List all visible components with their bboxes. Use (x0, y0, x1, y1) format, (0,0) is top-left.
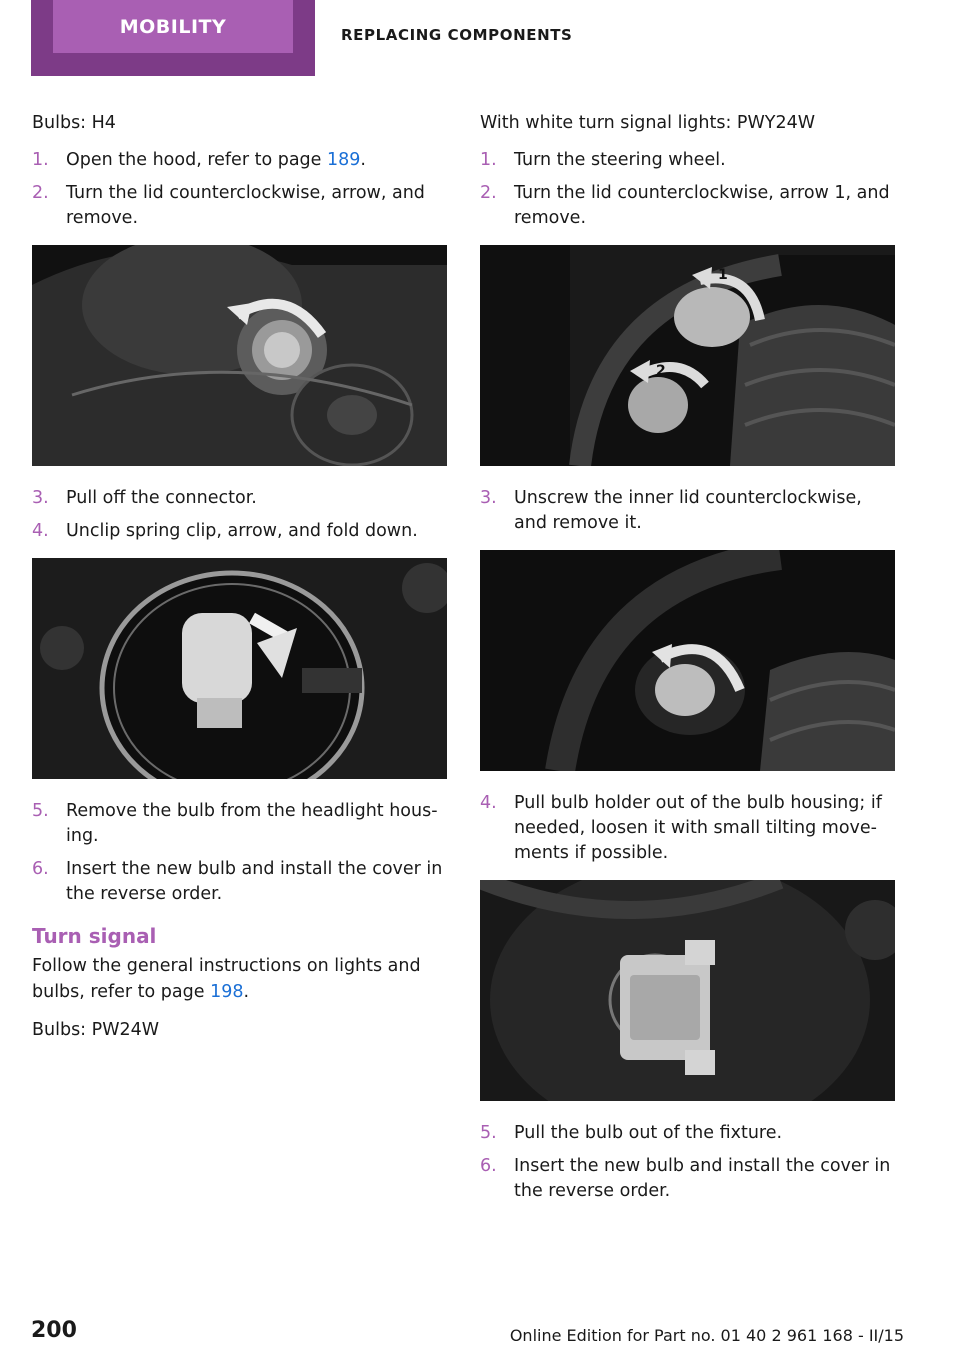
page-ref-link[interactable]: 189 (327, 150, 361, 170)
steps-list (480, 1121, 898, 1204)
step-text: Pull off the connector. (66, 488, 257, 508)
step-item (480, 148, 898, 173)
left-column (32, 110, 450, 1055)
page-ref-link[interactable]: 198 (210, 982, 244, 1002)
steps-list (480, 148, 898, 231)
bulbs-pw24w-label: Bulbs: PW24W (32, 1020, 160, 1040)
wheel-arch-lids-figure (480, 245, 895, 466)
step-number: 1. (480, 150, 497, 170)
section-title: REPLACING COMPONENTS (341, 26, 573, 44)
step-text: Remove the bulb from the headlight hous‐ing. (66, 801, 438, 846)
steps-list (32, 148, 450, 231)
step-item (480, 791, 898, 866)
bulb-holder-figure (480, 880, 895, 1101)
step-number: 5. (480, 1123, 497, 1143)
steps-list (32, 799, 450, 907)
turn-signal-text-end: . (243, 982, 250, 1002)
step-item (480, 486, 898, 536)
step-text: Pull bulb holder out of the bulb housing; if needed, loosen it with small tilting move‐ments if possible. (514, 793, 882, 863)
headlight-lid-figure (32, 245, 447, 466)
step-text: Insert the new bulb and install the cover in the reverse order. (514, 1156, 891, 1201)
step-item (32, 486, 450, 511)
steps-list (480, 791, 898, 866)
bulbs-h4-label: Bulbs: H4 (32, 113, 116, 133)
spring-clip-figure (32, 558, 447, 779)
step-number: 2. (480, 183, 497, 203)
step-item (480, 1154, 898, 1204)
step-number: 4. (32, 521, 49, 541)
step-item (480, 181, 898, 231)
step-text: Pull the bulb out of the fixture. (514, 1123, 783, 1143)
right-column (480, 110, 898, 1212)
arrow-label-1: 1 (718, 267, 728, 283)
step-text-end: . (360, 150, 366, 170)
turn-signal-text (32, 953, 450, 1005)
step-text: Insert the new bulb and install the cover in the reverse order. (66, 859, 443, 904)
steps-list (480, 486, 898, 536)
step-text: Turn the lid counterclockwise, arrow 1, and remove. (514, 183, 890, 228)
step-item (32, 799, 450, 849)
step-text: Turn the steering wheel. (514, 150, 726, 170)
step-number: 6. (480, 1156, 497, 1176)
step-number: 2. (32, 183, 49, 203)
step-item (480, 1121, 898, 1146)
arrow-label-2: 2 (656, 363, 666, 379)
steps-list (32, 486, 450, 544)
step-text: Unclip spring clip, arrow, and fold down. (66, 521, 418, 541)
step-number: 3. (32, 488, 49, 508)
page-number: 200 (31, 1318, 77, 1343)
step-text: Unscrew the inner lid counterclockwise, and remove it. (514, 488, 862, 533)
step-item (32, 181, 450, 231)
step-number: 3. (480, 488, 497, 508)
step-number: 6. (32, 859, 49, 879)
chapter-tab-label: MOBILITY (53, 0, 293, 53)
turn-signal-text-body: Follow the general instructions on lights and bulbs, refer to page (32, 956, 421, 1002)
step-text: Turn the lid counterclockwise, arrow, and remove. (66, 183, 425, 228)
chapter-tab (31, 0, 315, 76)
step-number: 5. (32, 801, 49, 821)
turn-signal-heading: Turn signal (32, 924, 157, 948)
step-number: 1. (32, 150, 49, 170)
step-item (32, 519, 450, 544)
step-item (32, 148, 450, 173)
edition-footer: Online Edition for Part no. 01 40 2 961 168 - II/15 (509, 1326, 904, 1345)
white-turn-signal-label: With white turn signal lights: PWY24W (480, 113, 816, 133)
inner-lid-figure (480, 550, 895, 771)
step-item (32, 857, 450, 907)
step-text: Open the hood, refer to page (66, 150, 327, 170)
step-number: 4. (480, 793, 497, 813)
